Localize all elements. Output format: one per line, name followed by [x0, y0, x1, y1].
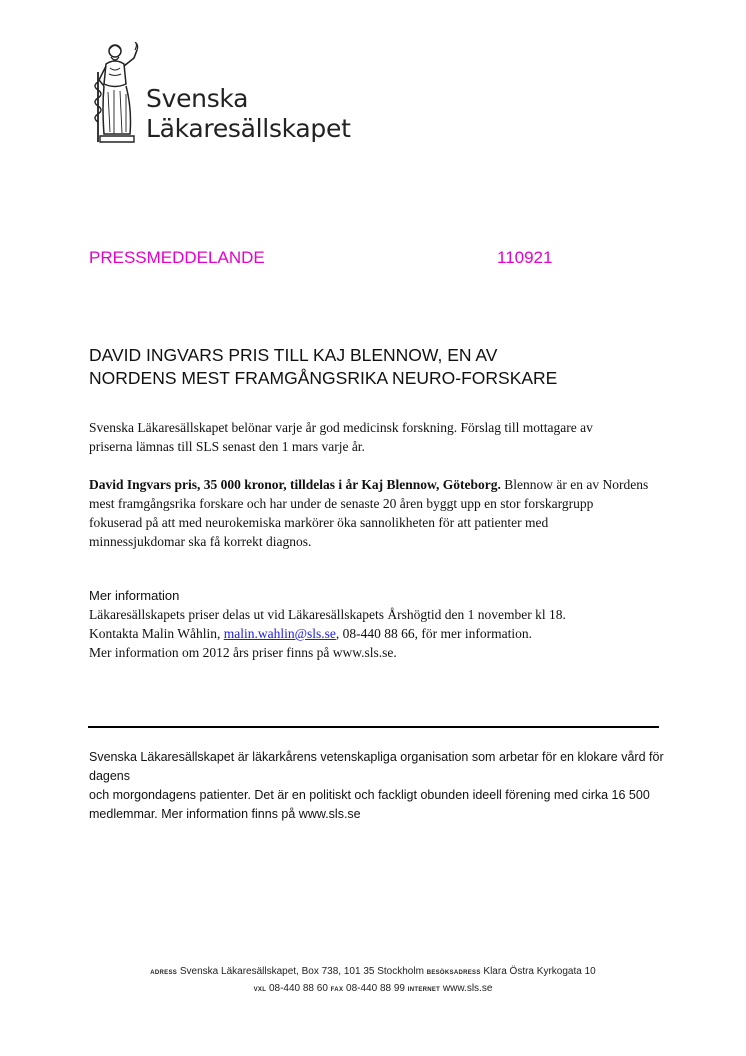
about-line1: Svenska Läkaresällskapet är läkarkårens vetenskapliga organisation som arbetar för en klokare vård för dagens: [89, 750, 664, 783]
footer-adress-label: ADRESS: [150, 970, 178, 976]
logo-text-line2: Läkaresällskapet: [146, 114, 351, 143]
contact-email-link[interactable]: malin.wahlin@sls.se: [223, 626, 336, 641]
footer-contact-line: [0, 981, 746, 998]
footer-fax-value: 08-440 88 99: [343, 983, 408, 994]
footer-besok-value: Klara Östra Kyrkogata 10: [480, 966, 596, 977]
more-info-line: Mer information om 2012 års priser finns på www.sls.se.: [89, 645, 397, 660]
intro-paragraph: [89, 418, 659, 456]
about-paragraph: [89, 748, 664, 824]
more-information-section: [89, 587, 659, 662]
intro-line1: Svenska Läkaresällskapet belönar varje år god medicinsk forskning. Förslag till mottagare av: [89, 420, 593, 435]
prize-paragraph: [89, 475, 659, 551]
press-release-label: PRESSMEDDELANDE: [89, 248, 265, 267]
contact-line: [89, 624, 659, 643]
about-line2: och morgondagens patienter. Det är en politiskt och fackligt obunden ideell förening med cirka 16 500: [89, 788, 650, 802]
contact-prefix: Kontakta Malin Wåhlin,: [89, 626, 224, 641]
footer-internet-value: www.sls.se: [440, 983, 493, 994]
prize-line2: mest framgångsrika forskare och har under de senaste 20 åren byggt upp en stor forskargrupp: [89, 496, 594, 511]
about-line3: medlemmar. Mer information finns på www.sls.se: [89, 807, 361, 821]
organization-logo: [86, 42, 356, 146]
footer-besok-label: BESÖKSADRESS: [426, 970, 481, 976]
footer-internet-label: INTERNET: [407, 987, 441, 993]
section-divider: [88, 726, 659, 728]
headline-line2: NORDENS MEST FRAMGÅNGSRIKA NEURO-FORSKARE: [89, 368, 558, 388]
footer-adress-value: Svenska Läkaresällskapet, Box 738, 101 35 Stockholm: [177, 966, 427, 977]
prize-bold-lead: David Ingvars pris, 35 000 kronor, tilldelas i år Kaj Blennow, Göteborg.: [89, 477, 501, 492]
logo-text-line1: Svenska: [146, 84, 249, 113]
more-information-title: Mer information: [89, 588, 180, 603]
press-release-date: 110921: [497, 248, 553, 267]
prize-line3: fokuserad på att med neurokemiska markörer öka sannolikheten för att patienter med: [89, 515, 549, 530]
footer-vxl-value: 08-440 88 60: [266, 983, 331, 994]
footer-address-line: [0, 964, 746, 981]
page-footer: [0, 964, 746, 998]
footer-vxl-label: VXL: [253, 987, 267, 993]
ceremony-line: Läkaresällskapets priser delas ut vid Läkaresällskapets Årshögtid den 1 november kl 18.: [89, 607, 566, 622]
asclepius-figure-icon: [86, 42, 144, 146]
headline: [89, 344, 669, 390]
intro-line2: priserna lämnas till SLS senast den 1 mars varje år.: [89, 439, 365, 454]
prize-line1: [89, 475, 659, 494]
footer-fax-label: FAX: [330, 987, 344, 993]
prize-line4: minnessjukdomar ska få korrekt diagnos.: [89, 534, 312, 549]
prize-line1-rest: Blennow är en av Nordens: [500, 477, 649, 492]
headline-line1: DAVID INGVARS PRIS TILL KAJ BLENNOW, EN AV: [89, 345, 498, 365]
contact-suffix: , 08-440 88 66, för mer information.: [335, 626, 533, 641]
